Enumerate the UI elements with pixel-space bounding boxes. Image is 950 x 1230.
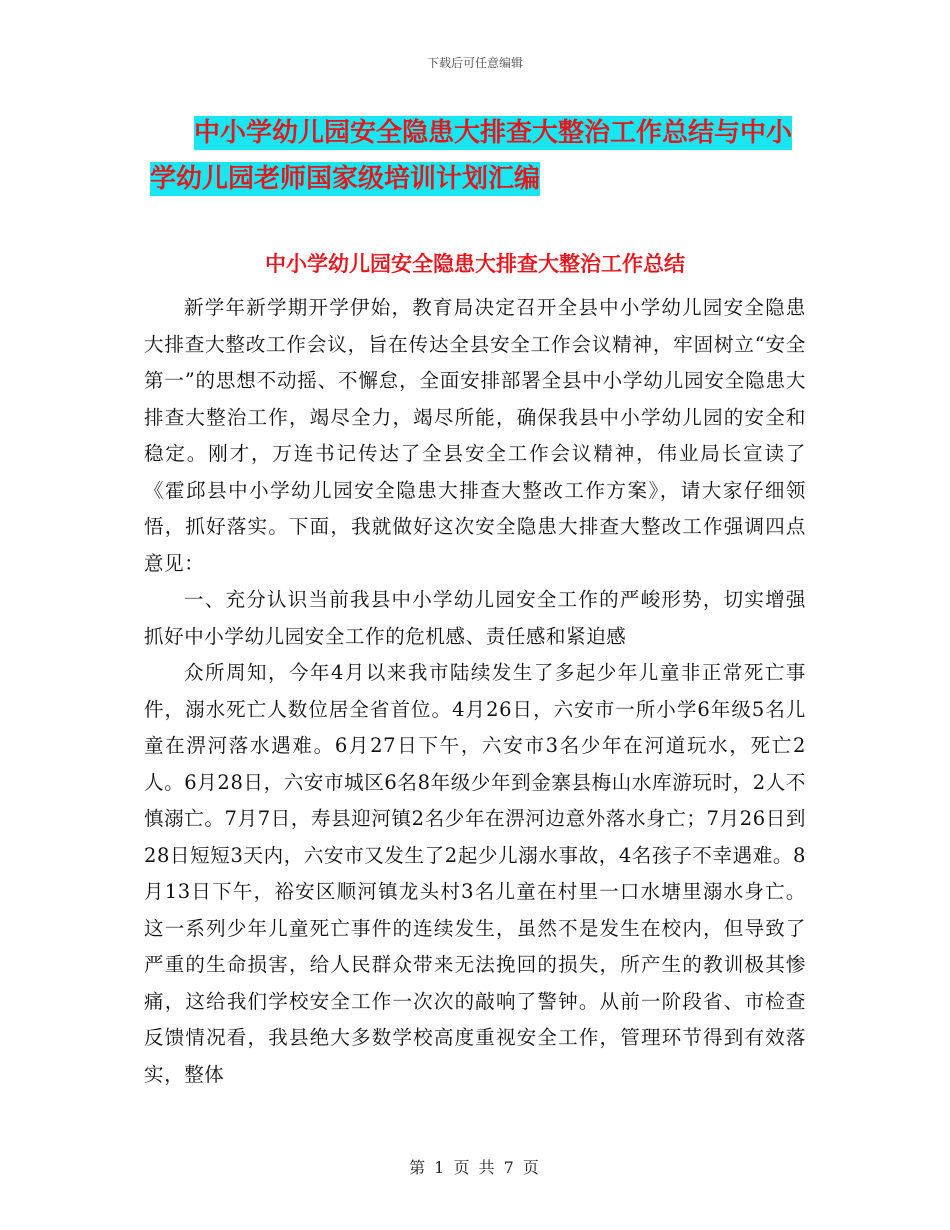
title-line-2 — [150, 156, 810, 202]
header-note: 下载后可任意编辑 — [426, 56, 523, 70]
section-title: 中小学幼儿园安全隐患大排查大整治工作总结 — [265, 252, 685, 276]
title-line-1-text: 中小学幼儿园安全隐患大排查大整治工作总结与中小 — [194, 118, 793, 148]
paragraph-intro: 新学年新学期开学伊始，教育局决定召开全县中小学幼儿园安全隐患大排查大整改工作会议，旨在传达全县安全工作会议精神，牢固树立“安全第一”的思想不动摇、不懈怠，全面安排部署全县中小学幼儿园安全隐患大排查大整治工作，竭尽全力，竭尽所能，确保我县中小学幼儿园的安全和稳定。刚才，万连书记传达了全县安全工作会议精神，伟业局长宣读了《霍邱县中小学幼儿园安全隐患大排查大整改工作方案》，请大家仔细领悟，抓好落实。下面，我就做好这次安全隐患大排查大整改工作强调四点意见： — [144, 296, 806, 575]
paragraph-incidents: 众所周知，今年4月以来我市陆续发生了多起少年儿童非正常死亡事件，溺水死亡人数位居全省首位。4月26日，六安市一所小学6年级5名儿童在淠河落水遇难。6月27日下午，六安市3名少年在河道玩水，死亡2人。6月28日，六安市城区6名8年级少年到金寨县梅山水库游玩时，2人不慎溺亡。7月7日，寿县迎河镇2名少年在淠河边意外落水身亡；7月26日到28日短短3天内，六安市又发生了2起少儿溺水事故，4名孩子不幸遇难。8月13日下午，裕安区顺河镇龙头村3名儿童在村里一口水塘里溺水身亡。这一系列少年儿童死亡事件的连续发生，虽然不是发生在校内，但导致了严重的生命损害，给人民群众带来无法挽回的损失，所产生的教训极其惨痛，这给我们学校安全工作一次次的敲响了警钟。从前一阶段省、市检查反馈情况看，我县绝大多数学校高度重视安全工作，管理环节得到有效落实，整体 — [144, 661, 806, 1086]
title-line-1 — [150, 110, 810, 156]
title-line-2-text: 学幼儿园老师国家级培训计划汇编 — [150, 164, 541, 194]
document-title — [150, 110, 810, 202]
paragraph-point-one: 一、充分认识当前我县中小学幼儿园安全工作的严峻形势，切实增强抓好中小学幼儿园安全工作的危机感、责任感和紧迫感 — [144, 588, 806, 648]
body-text — [144, 290, 806, 1093]
page-footer: 第 1 页 共 7 页 — [409, 1158, 541, 1177]
